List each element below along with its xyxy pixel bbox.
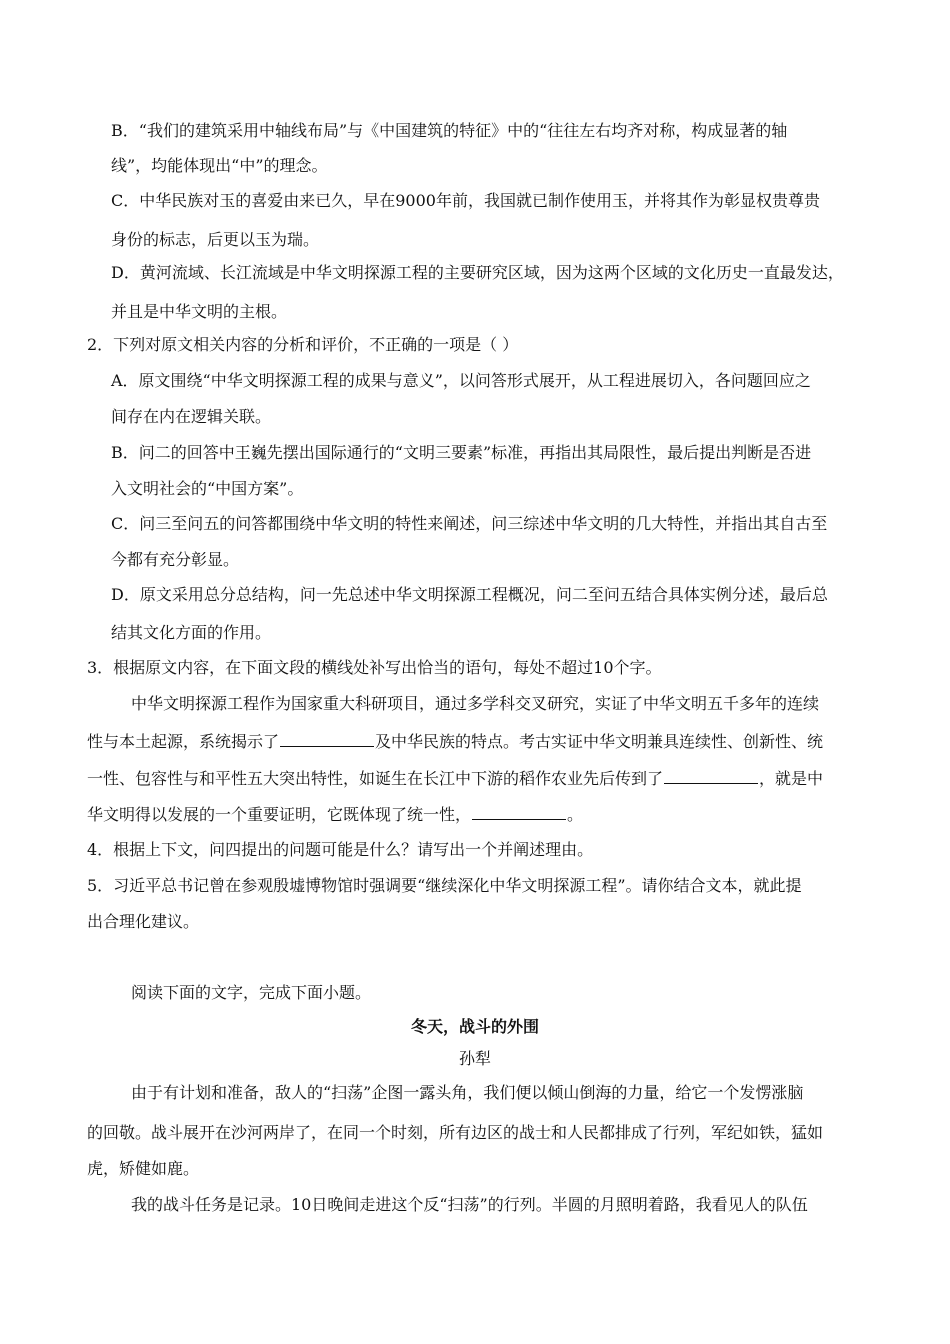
article-p1-line2: 的回敬。战斗展开在沙河两岸了，在同一个时刻，所有边区的战士和人民都排成了行列，军纪如铁，猛如 (87, 1123, 824, 1142)
article-p1-line1: 由于有计划和准备，敌人的“扫荡”企图一露头角，我们便以倾山倒海的力量，给它一个发愣涨脑 (131, 1083, 804, 1102)
q5-stem-line1: 5．习近平总书记曾在参观殷墟博物馆时强调要“继续深化中华文明探源工程”。请你结合文本，就此提 (87, 876, 802, 895)
q2-option-a-line2: 间存在内在逻辑关联。 (111, 407, 272, 426)
q3-blank-2[interactable] (664, 768, 758, 784)
q3-passage-line3 (87, 768, 823, 789)
q2-option-a-line1: A．原文围绕“中华文明探源工程的成果与意义”，以问答形式展开，从工程进展切入，各问题回应之 (111, 371, 811, 390)
q5-stem-line2: 出合理化建议。 (87, 912, 200, 931)
q1-option-c-line1: C．中华民族对玉的喜爱由来已久，早在9000年前，我国就已制作使用玉，并将其作为彰显权贵尊贵 (111, 191, 820, 210)
article-p1-line3: 虎，矫健如鹿。 (87, 1159, 200, 1178)
q1-option-c-line2: 身份的标志，后更以玉为瑞。 (111, 230, 320, 249)
q3-text: 及中华民族的特点。考古实证中华文明兼具连续性、创新性、统 (375, 732, 824, 751)
q3-passage-line4 (87, 804, 583, 825)
q3-passage-line1: 中华文明探源工程作为国家重大科研项目，通过多学科交叉研究，实证了中华文明五千多年的连续 (131, 694, 820, 713)
q3-text: 华文明得以发展的一个重要证明，它既体现了统一性， (87, 805, 472, 824)
article-author: 孙犁 (458, 1049, 491, 1068)
article-p2-line1: 我的战斗任务是记录。10日晚间走进这个反“扫荡”的行列。半圆的月照明着路，我看见人的队伍 (131, 1195, 808, 1214)
q3-text: 。 (567, 805, 584, 824)
reading-intro: 阅读下面的文字，完成下面小题。 (131, 983, 372, 1002)
q1-option-d-line1: D．黄河流域、长江流域是中华文明探源工程的主要研究区域，因为这两个区域的文化历史一直最发达， (111, 263, 844, 282)
q3-blank-1[interactable] (280, 731, 374, 747)
q3-stem: 3．根据原文内容，在下面文段的横线处补写出恰当的语句，每处不超过10个字。 (87, 658, 662, 677)
q2-stem: 2．下列对原文相关内容的分析和评价，不正确的一项是（ ） (87, 335, 519, 354)
q2-option-c-line2: 今都有充分彰显。 (111, 550, 240, 569)
q2-option-b-line2: 入文明社会的“中国方案”。 (111, 479, 304, 498)
q1-option-d-line2: 并且是中华文明的主根。 (111, 302, 288, 321)
q1-option-b-line2: 线”，均能体现出“中”的理念。 (111, 156, 328, 175)
q1-option-b-line1: B．“我们的建筑采用中轴线布局”与《中国建筑的特征》中的“往往左右均齐对称，构成显著的轴 (111, 121, 788, 140)
q3-text: 性与本土起源，系统揭示了 (87, 732, 280, 751)
q3-passage-line2 (87, 731, 823, 752)
q2-option-c-line1: C．问三至问五的问答都围绕中华文明的特性来阐述，问三综述中华文明的几大特性，并指出其自古至 (111, 514, 828, 533)
article-title: 冬天，战斗的外围 (410, 1017, 539, 1036)
q3-text: 一性、包容性与和平性五大突出特性，如诞生在长江中下游的稻作农业先后传到了 (87, 769, 664, 788)
q2-option-d-line2: 结其文化方面的作用。 (111, 623, 272, 642)
q2-option-d-line1: D．原文采用总分总结构，问一先总述中华文明探源工程概况，问二至问五结合具体实例分述，最后总 (111, 585, 828, 604)
q2-option-b-line1: B．问二的回答中王巍先摆出国际通行的“文明三要素”标准，再指出其局限性，最后提出判断是否进 (111, 443, 812, 462)
q3-text: ，就是中 (759, 769, 824, 788)
q4-stem: 4．根据上下文，问四提出的问题可能是什么？请写出一个并阐述理由。 (87, 840, 594, 859)
q3-blank-3[interactable] (472, 804, 566, 820)
